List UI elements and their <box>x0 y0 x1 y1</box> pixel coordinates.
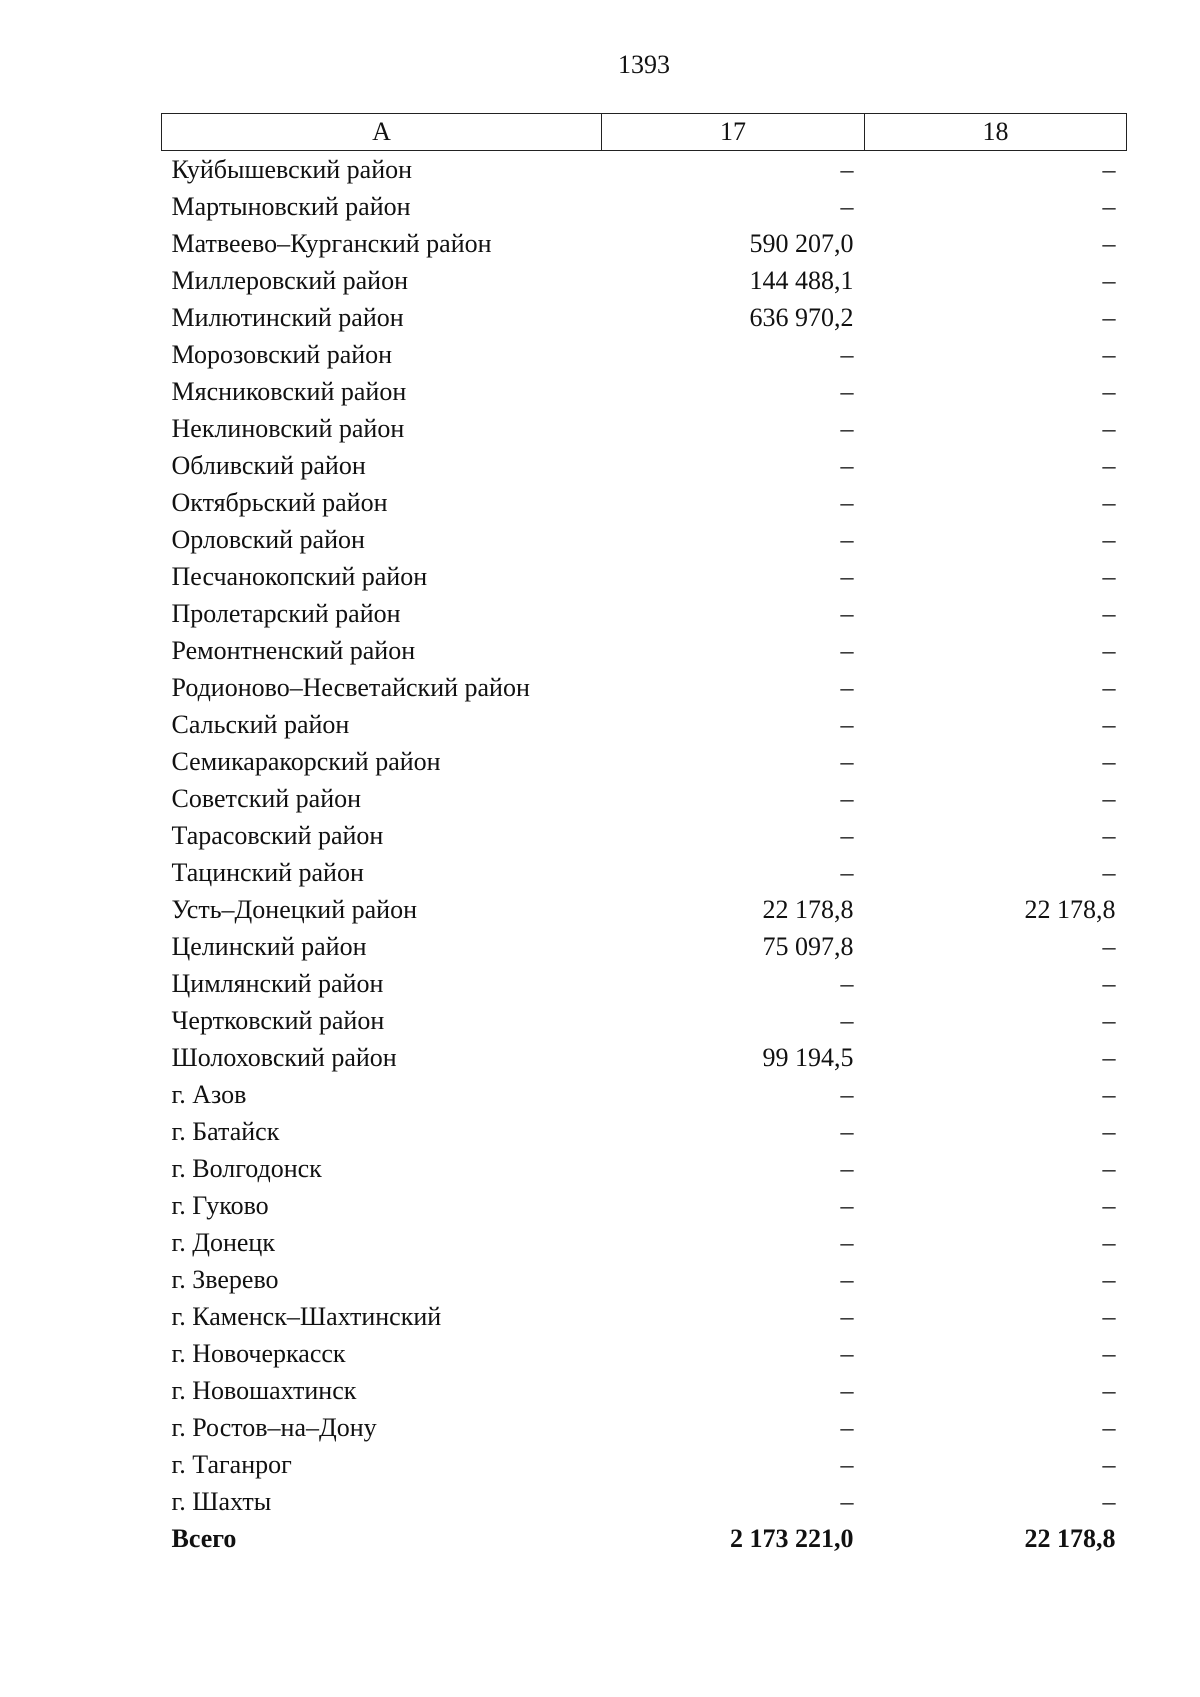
row-name-cell: Родионово–Несветайский район <box>171 673 530 702</box>
row-value-17-cell: – <box>840 1487 854 1516</box>
row-name-cell: г. Новошахтинск <box>171 1376 357 1405</box>
header-row <box>162 114 1127 151</box>
table-header <box>162 114 1127 151</box>
total-label-cell: Всего <box>171 1524 237 1553</box>
row-name-cell: Мартыновский район <box>171 192 411 221</box>
row-name-cell: Октябрьский район <box>171 488 388 517</box>
row-name-cell: Пролетарский район <box>171 599 401 628</box>
row-value-17-cell: – <box>840 636 854 665</box>
row-value-17-cell: – <box>840 710 854 739</box>
row-value-18-cell: – <box>1102 932 1116 961</box>
row-value-18-cell: – <box>1102 784 1116 813</box>
table-row <box>162 151 1127 189</box>
total-value-17-cell: 2 173 221,0 <box>730 1524 854 1553</box>
row-value-18-cell: – <box>1102 636 1116 665</box>
row-name-cell: г. Гуково <box>171 1191 269 1220</box>
row-value-17-cell: – <box>840 488 854 517</box>
row-value-17-cell: 590 207,0 <box>749 229 854 258</box>
row-name-cell: Миллеровский район <box>171 266 409 295</box>
row-value-17-cell: – <box>840 747 854 776</box>
table-row <box>162 1483 1127 1520</box>
table-row <box>162 1113 1127 1150</box>
row-value-18-cell: – <box>1102 599 1116 628</box>
row-value-17-cell: – <box>840 599 854 628</box>
row-value-17-cell: – <box>840 1080 854 1109</box>
row-name-cell: Целинский район <box>171 932 367 961</box>
row-value-17-cell: – <box>840 1376 854 1405</box>
row-name-cell: Усть–Донецкий район <box>171 895 417 924</box>
row-value-18-cell: – <box>1102 155 1116 184</box>
table-row <box>162 299 1127 336</box>
row-value-17-cell: – <box>840 858 854 887</box>
table-row <box>162 780 1127 817</box>
row-value-18-cell: – <box>1102 1487 1116 1516</box>
row-value-18-cell: – <box>1102 377 1116 406</box>
table-row <box>162 1335 1127 1372</box>
table-row <box>162 1446 1127 1483</box>
row-value-17-cell: – <box>840 562 854 591</box>
row-name-cell: г. Шахты <box>171 1487 272 1516</box>
table-row <box>162 484 1127 521</box>
row-value-17-cell: – <box>840 1228 854 1257</box>
header-cell-17: 17 <box>602 114 865 151</box>
row-value-18-cell: – <box>1102 1376 1116 1405</box>
row-value-17-cell: 99 194,5 <box>762 1043 854 1072</box>
row-name-cell: Обливский район <box>171 451 366 480</box>
table-row <box>162 1076 1127 1113</box>
row-name-cell: Матвеево–Курганский район <box>171 229 492 258</box>
row-value-17-cell: – <box>840 1302 854 1331</box>
row-value-18-cell: – <box>1102 451 1116 480</box>
row-value-17-cell: – <box>840 1191 854 1220</box>
row-value-18-cell: – <box>1102 1265 1116 1294</box>
row-name-cell: Сальский район <box>171 710 350 739</box>
row-value-18-cell: – <box>1102 1080 1116 1109</box>
row-value-18-cell: – <box>1102 858 1116 887</box>
table-row <box>162 1298 1127 1335</box>
data-table <box>161 113 1127 1557</box>
row-value-17-cell: – <box>840 1006 854 1035</box>
row-value-18-cell: – <box>1102 1043 1116 1072</box>
row-value-18-cell: – <box>1102 488 1116 517</box>
table-row <box>162 410 1127 447</box>
row-value-18-cell: – <box>1102 303 1116 332</box>
table-row <box>162 1409 1127 1446</box>
table-row <box>162 743 1127 780</box>
table-row <box>162 1039 1127 1076</box>
table-row <box>162 336 1127 373</box>
total-row <box>162 1520 1127 1557</box>
table-row <box>162 854 1127 891</box>
row-value-18-cell: – <box>1102 340 1116 369</box>
row-value-18-cell: – <box>1102 1339 1116 1368</box>
row-value-18-cell: – <box>1102 525 1116 554</box>
row-name-cell: г. Донецк <box>171 1228 275 1257</box>
row-value-17-cell: – <box>840 1413 854 1442</box>
row-value-17-cell: 144 488,1 <box>749 266 854 295</box>
row-value-18-cell: – <box>1102 229 1116 258</box>
row-name-cell: г. Азов <box>171 1080 247 1109</box>
row-name-cell: Советский район <box>171 784 362 813</box>
row-value-18-cell: – <box>1102 1117 1116 1146</box>
row-name-cell: Цимлянский район <box>171 969 384 998</box>
table-row <box>162 373 1127 410</box>
row-name-cell: Тацинский район <box>171 858 364 887</box>
table-row <box>162 1187 1127 1224</box>
row-value-17-cell: 636 970,2 <box>749 303 854 332</box>
row-name-cell: Мясниковский район <box>171 377 407 406</box>
row-value-18-cell: – <box>1102 562 1116 591</box>
row-name-cell: г. Волгодонск <box>171 1154 322 1183</box>
row-value-18-cell: – <box>1102 1228 1116 1257</box>
row-name-cell: г. Новочеркасск <box>171 1339 346 1368</box>
table-row <box>162 447 1127 484</box>
row-name-cell: г. Батайск <box>171 1117 280 1146</box>
row-name-cell: г. Ростов–на–Дону <box>171 1413 377 1442</box>
row-value-17-cell: – <box>840 1154 854 1183</box>
row-value-18-cell: – <box>1102 821 1116 850</box>
table-row <box>162 595 1127 632</box>
row-value-17-cell: – <box>840 525 854 554</box>
row-name-cell: Орловский район <box>171 525 365 554</box>
row-value-18-cell: – <box>1102 1006 1116 1035</box>
row-value-18-cell: – <box>1102 969 1116 998</box>
row-value-17-cell: 75 097,8 <box>762 932 854 961</box>
row-value-18-cell: – <box>1102 1191 1116 1220</box>
row-value-17-cell: – <box>840 1265 854 1294</box>
row-value-17-cell: 22 178,8 <box>762 895 854 924</box>
page-number: 1393 <box>618 50 670 79</box>
table-row <box>162 262 1127 299</box>
table-row <box>162 521 1127 558</box>
table-row <box>162 928 1127 965</box>
row-name-cell: Куйбышевский район <box>171 155 413 184</box>
header-cell-a: А <box>162 114 602 151</box>
row-name-cell: Чертковский район <box>171 1006 385 1035</box>
table-row <box>162 1150 1127 1187</box>
table-row <box>162 558 1127 595</box>
table-row <box>162 1261 1127 1298</box>
row-value-17-cell: – <box>840 673 854 702</box>
row-value-17-cell: – <box>840 821 854 850</box>
row-value-17-cell: – <box>840 1450 854 1479</box>
row-name-cell: Неклиновский район <box>171 414 405 443</box>
row-value-18-cell: – <box>1102 1413 1116 1442</box>
row-value-17-cell: – <box>840 340 854 369</box>
row-name-cell: Тарасовский район <box>171 821 384 850</box>
table-row <box>162 188 1127 225</box>
row-value-18-cell: – <box>1102 1154 1116 1183</box>
table-row <box>162 817 1127 854</box>
row-value-17-cell: – <box>840 155 854 184</box>
row-value-17-cell: – <box>840 192 854 221</box>
row-name-cell: Песчанокопский район <box>171 562 428 591</box>
row-value-17-cell: – <box>840 969 854 998</box>
row-name-cell: Семикаракорский район <box>171 747 441 776</box>
table-row <box>162 225 1127 262</box>
table-row <box>162 1002 1127 1039</box>
row-name-cell: г. Зверево <box>171 1265 279 1294</box>
table-row <box>162 1224 1127 1261</box>
row-value-17-cell: – <box>840 414 854 443</box>
table-row <box>162 669 1127 706</box>
table-row <box>162 965 1127 1002</box>
row-value-18-cell: – <box>1102 414 1116 443</box>
row-value-18-cell: – <box>1102 710 1116 739</box>
row-name-cell: Морозовский район <box>171 340 393 369</box>
row-value-17-cell: – <box>840 377 854 406</box>
table-row <box>162 706 1127 743</box>
total-value-18-cell: 22 178,8 <box>1024 1524 1116 1553</box>
table-row <box>162 1372 1127 1409</box>
row-name-cell: г. Каменск–Шахтинский <box>171 1302 442 1331</box>
table-row <box>162 632 1127 669</box>
table-row <box>162 891 1127 928</box>
row-name-cell: Милютинский район <box>171 303 404 332</box>
row-value-18-cell: 22 178,8 <box>1024 895 1116 924</box>
row-name-cell: Шолоховский район <box>171 1043 397 1072</box>
row-value-17-cell: – <box>840 1339 854 1368</box>
row-value-18-cell: – <box>1102 747 1116 776</box>
row-name-cell: г. Таганрог <box>171 1450 292 1479</box>
table-body <box>162 151 1127 1558</box>
row-value-18-cell: – <box>1102 1450 1116 1479</box>
header-cell-18: 18 <box>865 114 1127 151</box>
row-value-17-cell: – <box>840 784 854 813</box>
row-value-17-cell: – <box>840 451 854 480</box>
row-name-cell: Ремонтненский район <box>171 636 416 665</box>
row-value-18-cell: – <box>1102 192 1116 221</box>
row-value-18-cell: – <box>1102 266 1116 295</box>
row-value-18-cell: – <box>1102 673 1116 702</box>
row-value-17-cell: – <box>840 1117 854 1146</box>
row-value-18-cell: – <box>1102 1302 1116 1331</box>
